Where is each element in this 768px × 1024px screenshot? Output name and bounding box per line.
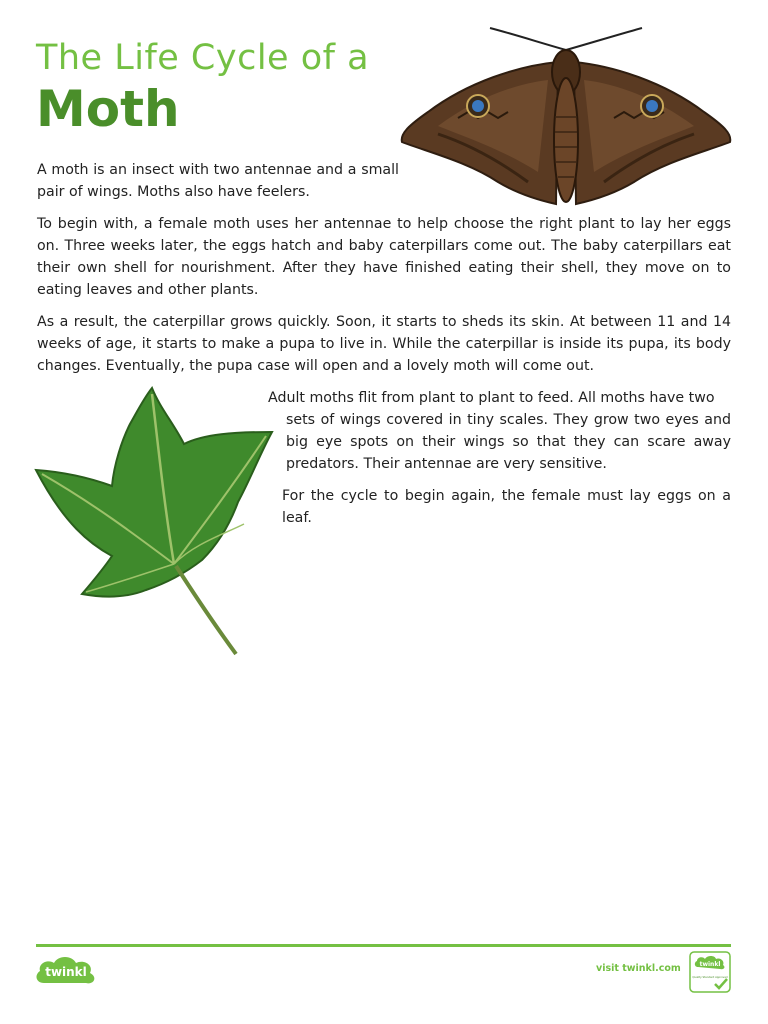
- adult-moth-first-line: Adult moths flit from plant to plant to feed. All moths have two: [268, 390, 715, 406]
- title-line-1: The Life Cycle of a: [36, 38, 370, 78]
- title-line-2: Moth: [36, 80, 180, 138]
- footer-divider: [36, 944, 731, 947]
- twinkl-logo-text: twinkl: [45, 965, 87, 979]
- quality-badge-icon: [689, 951, 731, 993]
- badge-text: twinkl: [699, 961, 721, 968]
- adult-moth-paragraph: [268, 387, 731, 475]
- leaf-illustration: [34, 384, 274, 660]
- adult-moth-rest: sets of wings covered in tiny scales. They grow two eyes and big eye spots on their wings so that they can scare away predators. Their antennae are very sensitive.: [286, 412, 731, 472]
- caterpillar-paragraph: As a result, the caterpillar grows quickly. Soon, it starts to sheds its skin. At between 11 and 14 weeks of age, it starts to make a pupa to live in. While the caterpillar is inside its pupa, its body changes. Eventually, the pupa case will open and a lovely moth will come out.: [37, 314, 731, 374]
- badge-subtext: Quality Standard Approved: [692, 976, 728, 979]
- cycle-paragraph: For the cycle to begin again, the female must lay eggs on a leaf.: [282, 488, 731, 526]
- visit-twinkl-link[interactable]: visit twinkl.com: [596, 963, 681, 974]
- twinkl-logo[interactable]: [34, 953, 98, 987]
- eggs-paragraph: To begin with, a female moth uses her antennae to help choose the right plant to lay her eggs on. Three weeks later, the eggs hatch and baby caterpillars come out. The baby caterpillars eat their own shell for nourishment. After they have finished eating their shell, they move on to eating leaves and other plants.: [37, 216, 731, 298]
- intro-paragraph: A moth is an insect with two antennae and a small pair of wings. Moths also have feelers.: [37, 162, 399, 200]
- moth-illustration: [398, 22, 734, 212]
